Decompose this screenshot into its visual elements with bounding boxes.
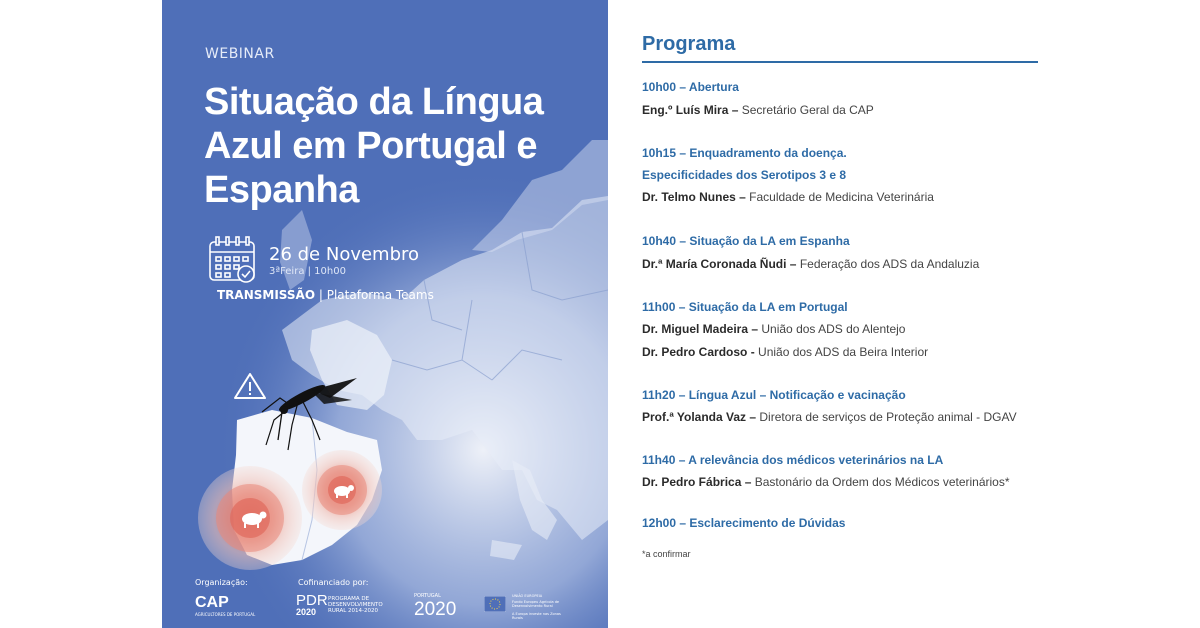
session-time: 11h40 – A relevância dos médicos veterinários na LA [642,453,944,467]
speaker-affiliation: Federação dos ADS da Andaluzia [796,257,980,271]
speaker-name: Dr. Miguel Madeira – [642,322,759,336]
speaker-line [642,345,928,359]
session-subtitle: Especificidades dos Serotipos 3 e 8 [642,168,847,182]
portugal2020-logo: 2020 [414,599,457,620]
speaker-name: Dr. Telmo Nunes – [642,190,746,204]
title-line: Situação da Língua [204,81,544,123]
speaker-line [642,322,905,336]
title-line: Espanha [204,169,359,211]
speaker-line [642,410,1017,424]
pdr-text: PROGRAMA DE DESENVOLVIMENTO RURAL 2014-2020 [328,596,383,614]
session-time: 11h20 – Língua Azul – Notificação e vacinação [642,388,906,402]
event-date: 26 de Novembro [269,244,420,265]
eu-flag-icon [484,596,506,612]
speaker-affiliation: União dos ADS do Alentejo [758,322,906,336]
speaker-name: Dr. Pedro Cardoso - [642,345,755,359]
speaker-name: Eng.º Luís Mira – [642,103,739,117]
session-time: 11h00 – Situação da LA em Portugal [642,300,848,314]
organization-label: Organização: [195,578,248,587]
transmission-platform: | Plataforma Teams [318,288,434,302]
speaker-affiliation: União dos ADS da Beira Interior [754,345,929,359]
session-time: 10h00 – Abertura [642,80,739,94]
speaker-name: Dr. Pedro Fábrica – [642,475,752,489]
eu-text: UNIÃO EUROPEIA [512,594,543,598]
poster-title [204,80,594,212]
cap-logo: CAP [195,594,229,611]
portugal-label: PORTUGAL [414,593,441,599]
speaker-affiliation: Faculdade de Medicina Veterinária [745,190,934,204]
pdr-logo-year: 2020 [296,607,317,617]
pdr-logo: PDR [296,592,328,609]
program-title: Programa [642,33,736,55]
cap-logo-subtitle: AGRICULTORES DE PORTUGAL [195,612,256,617]
speaker-affiliation: Secretário Geral da CAP [738,103,874,117]
eu-slogan: A Europa investe nas Zonas Rurais [512,612,561,620]
title-line: Azul em Portugal e [204,125,538,167]
footnote: *a confirmar [642,549,691,559]
session-time: 12h00 – Esclarecimento de Dúvidas [642,516,846,530]
speaker-affiliation: Bastonário da Ordem dos Médicos veterinários* [751,475,1010,489]
transmission-label: TRANSMISSÃO [217,288,316,302]
program-divider [642,61,1038,63]
webinar-poster [162,0,608,628]
cofinanced-label: Cofinanciado por: [298,578,369,587]
speaker-name: Dr.ª María Coronada Ñudi – [642,257,797,271]
eu-fund-text: Fundo Europeu Agrícola de Desenvolvimento Rural [512,600,560,608]
event-day-time: 3ªFeira | 10h00 [269,266,346,277]
session-time: 10h15 – Enquadramento da doença. [642,146,847,160]
speaker-line [642,475,1010,489]
event-kicker: WEBINAR [205,46,275,62]
speaker-name: Prof.ª Yolanda Vaz – [642,410,757,424]
transmission-info [217,288,434,302]
speaker-affiliation: Diretora de serviços de Proteção animal - DGAV [756,410,1017,424]
session-time: 10h40 – Situação da LA em Espanha [642,234,850,248]
speaker-line [642,103,874,117]
speaker-line [642,257,979,271]
speaker-line [642,190,934,204]
